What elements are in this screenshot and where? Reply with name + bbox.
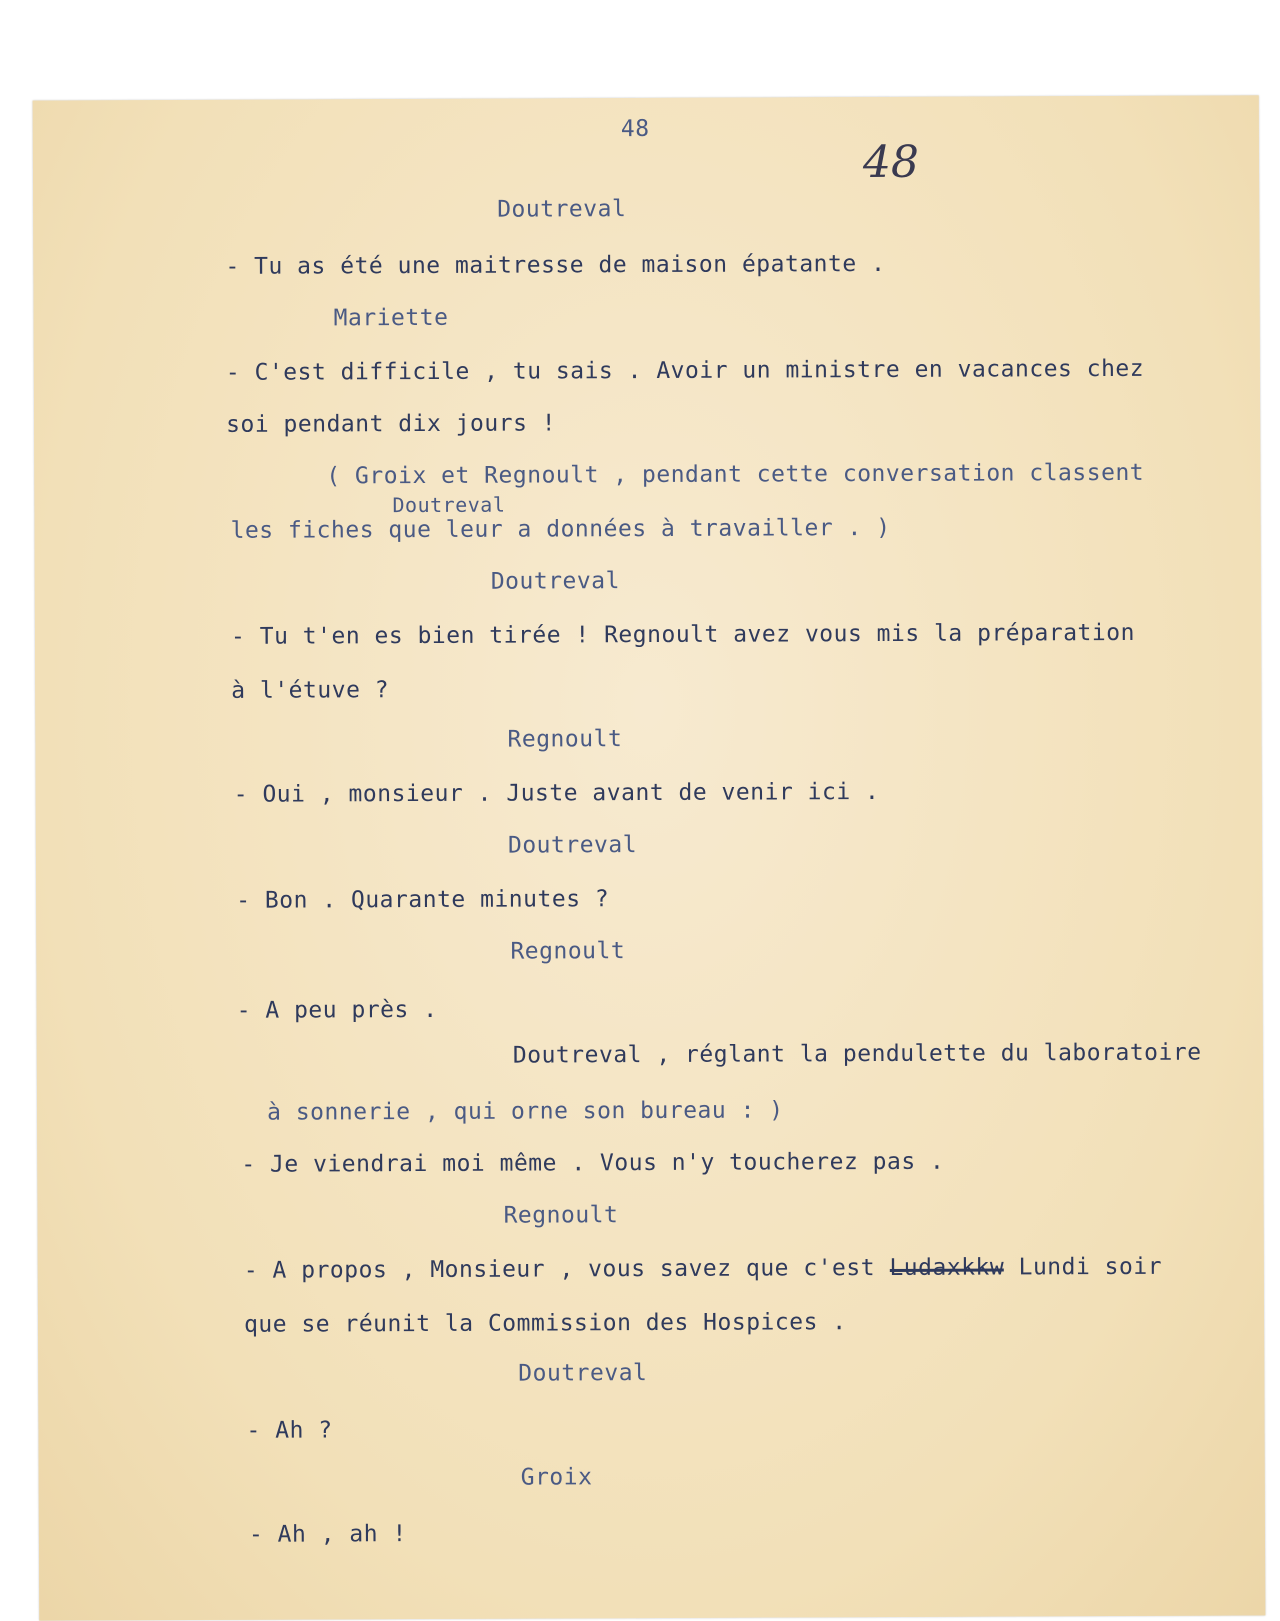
speaker-name: Groix — [520, 1464, 593, 1491]
dialogue-line: - Ah , ah ! — [248, 1521, 407, 1548]
dialogue-line: à l'étuve ? — [231, 677, 390, 704]
speaker-name: Doutreval — [518, 1360, 648, 1387]
dialogue-line: - A peu près . — [236, 996, 438, 1024]
speaker-name: Doutreval — [507, 832, 638, 859]
struck-out-word: Ludaxkkw — [889, 1254, 1005, 1281]
dialogue-line — [244, 1254, 1162, 1284]
typewritten-page — [33, 95, 1266, 1620]
dialogue-line: que se réunit la Commission des Hospices . — [243, 1309, 847, 1338]
dialogue-text: - A propos , Monsieur , vous savez que c'est — [243, 1255, 876, 1284]
speaker-name: Doutreval — [497, 196, 627, 223]
speaker-name: Regnoult — [510, 938, 626, 965]
dialogue-line: - Tu as été une maitresse de maison épatante . — [225, 250, 886, 280]
dialogue-line: - Je viendrai moi même . Vous n'y toucherez pas . — [241, 1148, 945, 1178]
stage-direction: à sonnerie , qui orne son bureau : ) — [267, 1097, 784, 1126]
typed-page-number: 48 — [620, 115, 650, 143]
speaker-name: Doutreval — [490, 568, 620, 595]
stage-direction: les fiches que leur a données à travailler . ) — [230, 514, 891, 544]
stage-direction: ( Groix et Regnoult , pendant cette conversation classent — [326, 459, 1145, 490]
dialogue-line: - Bon . Quarante minutes ? — [236, 886, 610, 914]
dialogue-line: - Ah ? — [246, 1417, 333, 1444]
speaker-name: Regnoult — [507, 726, 623, 753]
dialogue-text: Lundi soir — [1018, 1253, 1163, 1281]
dialogue-line: soi pendant dix jours ! — [226, 410, 557, 438]
handwritten-page-number: 48 — [862, 136, 920, 189]
dialogue-line: - C'est difficile , tu sais . Avoir un ministre en vacances chez — [225, 355, 1145, 386]
speaker-name: Regnoult — [503, 1202, 619, 1229]
stage-direction-insertion: Doutreval — [392, 492, 506, 518]
stage-direction: Doutreval , réglant la pendulette du laboratoire — [512, 1039, 1202, 1069]
dialogue-line: - Oui , monsieur . Juste avant de venir ici . — [233, 778, 880, 808]
dialogue-line: - Tu t'en es bien tirée ! Regnoult avez vous mis la préparation — [230, 619, 1135, 650]
speaker-name: Mariette — [333, 304, 449, 332]
